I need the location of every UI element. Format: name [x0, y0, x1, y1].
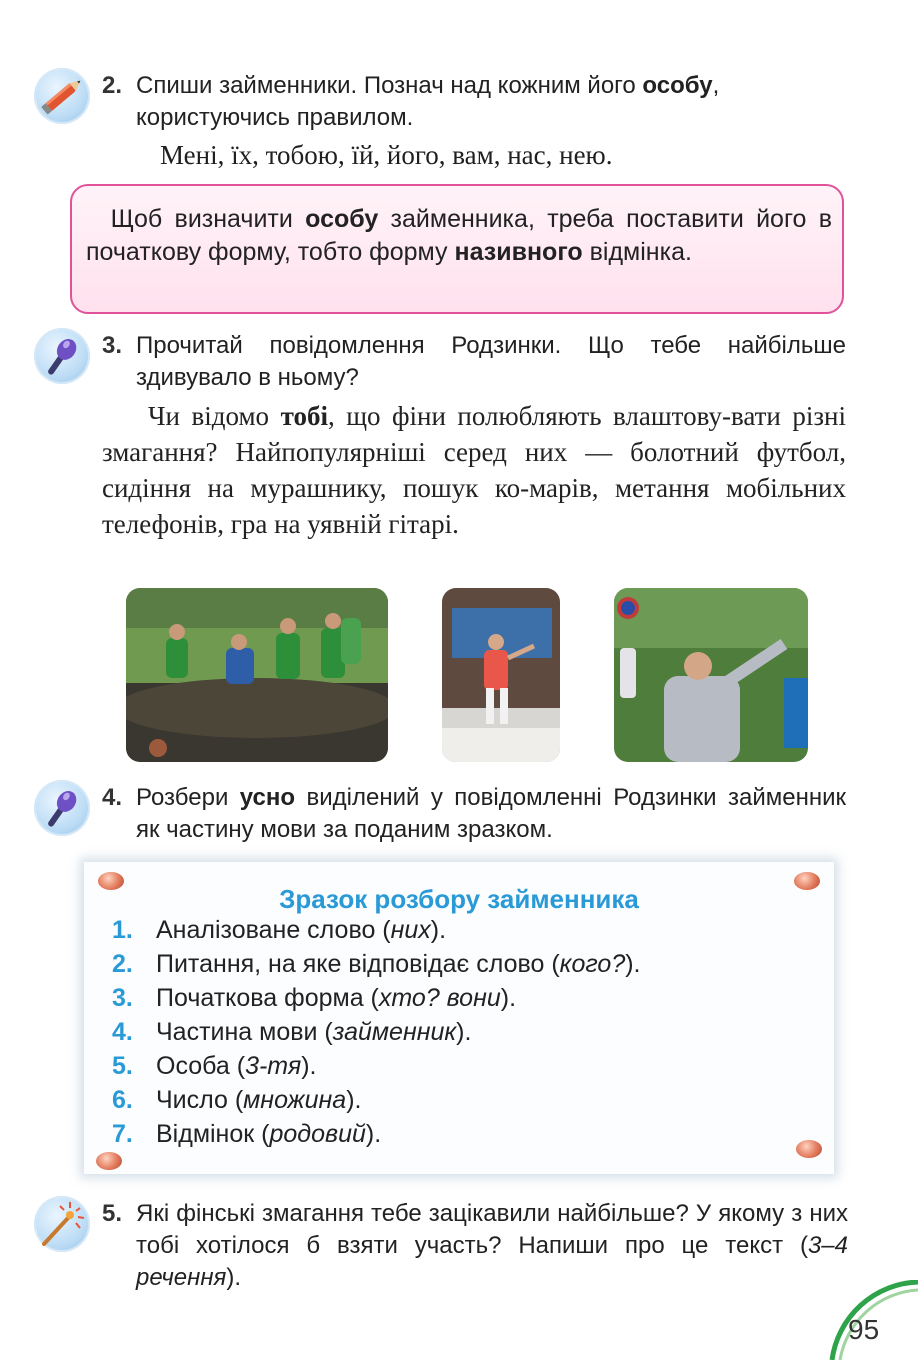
magic-wand-icon [34, 1196, 90, 1252]
sample-item [112, 984, 516, 1013]
swamp-football-picture [126, 588, 388, 762]
task-4-text-a: Розбери [136, 784, 240, 811]
sample-item-italic: кого? [559, 950, 626, 978]
sample-item-italic: родовий [269, 1120, 366, 1148]
pin-icon [96, 1152, 122, 1170]
task-5-prompt [136, 1198, 848, 1294]
task-2-bold-word: особу [642, 72, 713, 99]
sample-item-close: ). [301, 1052, 317, 1080]
rule-part-2: займенника, треба поставити його в початкову форму, тобто форму [86, 205, 832, 266]
sample-item-close: ). [365, 1120, 382, 1148]
air-guitar-picture [442, 588, 560, 762]
sample-item-text: Початкова форма ( [156, 984, 379, 1012]
sample-item-close: ). [346, 1086, 362, 1114]
sample-item-number: 3. [112, 984, 133, 1012]
task-4-text-b: виділений у повідомленні Родзинки займенник як частину мови за поданим зразком. [136, 784, 847, 843]
task-4-prompt [136, 782, 846, 846]
task-4-bold-word: усно [239, 784, 296, 811]
microphone-icon [34, 780, 90, 836]
photo-phone-throwing [614, 588, 808, 762]
task-3-message [102, 398, 846, 542]
sample-item [112, 1018, 471, 1047]
sample-item-italic: займенник [332, 1018, 457, 1046]
task-2-prompt [136, 70, 846, 134]
page-number: 95 [848, 1314, 880, 1345]
task-2-number: 2. [102, 72, 123, 99]
rule-part-3: відмінка. [582, 238, 692, 266]
sample-item-italic: хто? вони [378, 984, 501, 1012]
task-2-text-a: Спиши займенники. Познач над кожним його [136, 72, 643, 99]
pencil-icon-badge [34, 68, 90, 124]
task-3-text-b: , що фіни полюбляють влаштову-вати різні змагання? Найпопулярніші серед них — болотний футбол, сидіння на мурашнику, пошук ко-марів, метання мобільних телефонів, гра на уявній гітарі. [102, 401, 846, 539]
photo-air-guitar [442, 588, 560, 762]
sample-item-close: ). [456, 1018, 472, 1046]
task-5-italic: 3–4 речення [136, 1232, 848, 1291]
sample-item-text: Питання, на яке відповідає слово ( [156, 950, 560, 978]
sample-item-close: ). [500, 984, 517, 1012]
rule-part-1: Щоб визначити [110, 205, 306, 233]
sample-item [112, 916, 446, 945]
task-4-number: 4. [102, 784, 123, 811]
sample-item-italic: множина [243, 1086, 347, 1114]
sample-item-number: 1. [112, 916, 133, 944]
task-2-example: Мені, їх, тобою, їй, його, вам, нас, нею. [160, 140, 613, 170]
sample-item [112, 1120, 381, 1149]
microphone-icon-badge-3 [34, 328, 90, 384]
sample-item-close: ). [625, 950, 641, 978]
sample-item-text: Особа ( [156, 1052, 246, 1080]
pin-icon [796, 1140, 822, 1158]
sample-item-close: ). [430, 916, 447, 944]
task-3-prompt: Прочитай повідомлення Родзинки. Що тебе найбільше здивувало в ньому? [136, 332, 846, 391]
sample-item-text: Відмінок ( [156, 1120, 270, 1148]
sample-title: Зразок розбору займенника [279, 884, 639, 914]
sample-item-number: 4. [112, 1018, 133, 1046]
sample-item-number: 5. [112, 1052, 133, 1080]
sample-item-text: Аналізоване слово ( [156, 916, 391, 944]
sample-item-text: Частина мови ( [156, 1018, 333, 1046]
phone-throwing-picture [614, 588, 808, 762]
microphone-icon [34, 328, 90, 384]
microphone-icon-badge-4 [34, 780, 90, 836]
task-3-bold-word: тобі [280, 401, 328, 431]
sample-item-number: 2. [112, 950, 133, 978]
sample-item-italic: них [390, 916, 431, 944]
pencil-icon [34, 68, 90, 124]
sample-item [112, 1086, 361, 1115]
rule-bold-2: називного [454, 238, 583, 266]
task-5-number: 5. [102, 1200, 123, 1227]
sample-item-italic: 3-тя [245, 1052, 302, 1080]
magic-wand-icon-badge [34, 1196, 90, 1252]
task-5-text-a: Які фінські змагання тебе зацікавили найбільше? У якому з них тобі хотілося б взяти участь? Напиши про це текст ( [136, 1200, 848, 1259]
sample-item-number: 6. [112, 1086, 133, 1114]
task-2-text-b: , [712, 72, 720, 99]
task-5-text-b: ). [226, 1264, 242, 1291]
sample-item [112, 950, 641, 979]
rule-bold-1: особу [305, 205, 379, 233]
task-2-text-line2: користуючись правилом. [136, 104, 414, 131]
rule-text [86, 203, 832, 269]
task-3-text-a: Чи відомо [148, 401, 281, 431]
task-3-number: 3. [102, 332, 123, 359]
sample-item-number: 7. [112, 1120, 133, 1148]
sample-item [112, 1052, 316, 1081]
photo-swamp-football [126, 588, 388, 762]
sample-item-text: Число ( [156, 1086, 244, 1114]
